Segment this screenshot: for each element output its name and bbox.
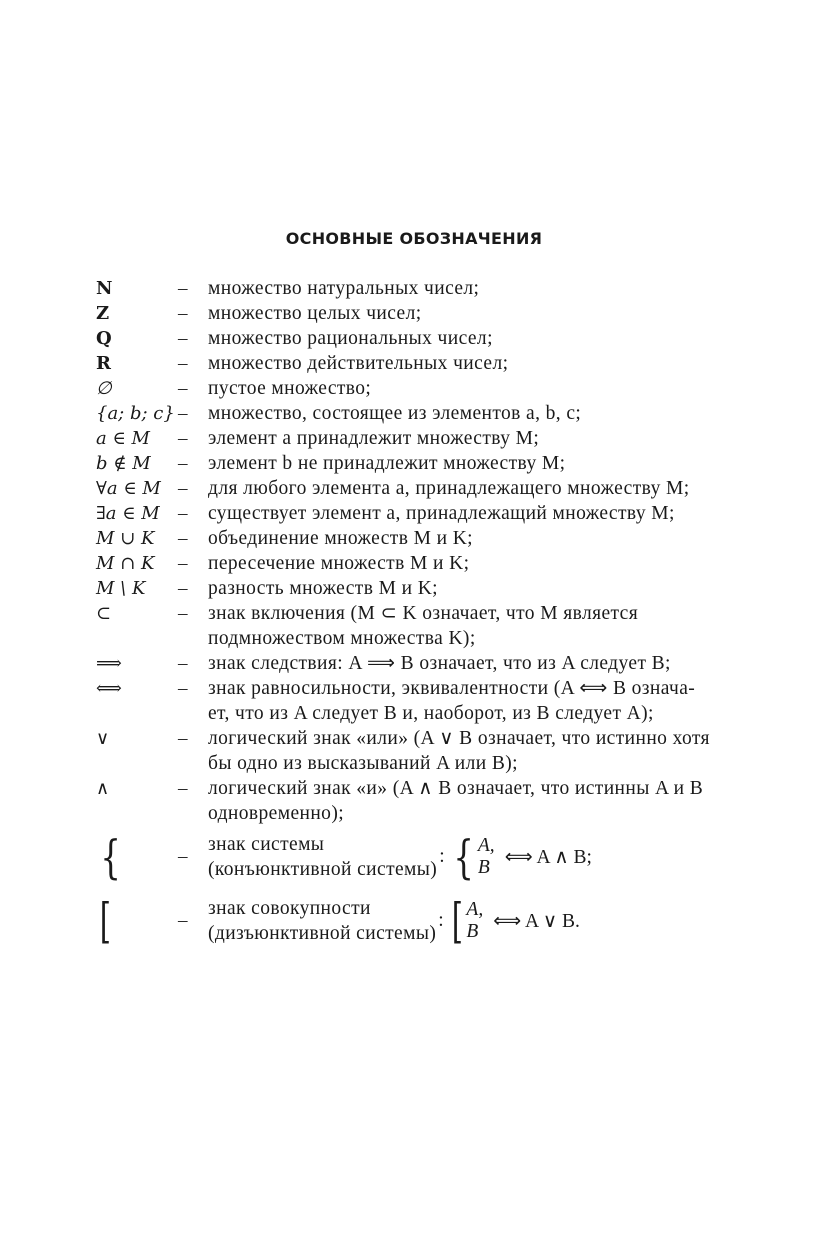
description-line: логический знак «и» (A ∧ B означает, что истинны A и B bbox=[208, 778, 704, 799]
notation-row-system bbox=[96, 832, 756, 882]
notation-symbol: b ∉ M bbox=[96, 453, 151, 474]
notation-symbol: ∃a ∈ M bbox=[96, 503, 160, 524]
notation-symbol: ∅ bbox=[96, 378, 112, 399]
description-line: знак равносильности, эквивалентности (A ⟺ B означа- bbox=[208, 678, 696, 699]
notation-row bbox=[96, 676, 756, 726]
system-colon: : bbox=[439, 846, 445, 867]
description-line: бы одно из высказываний A или B); bbox=[208, 753, 518, 774]
separator-dash: – bbox=[178, 778, 188, 799]
description-line: для любого элемента a, принадлежащего множеству M; bbox=[208, 478, 690, 499]
separator-dash: – bbox=[178, 846, 188, 867]
separator-dash: – bbox=[178, 528, 188, 549]
description-line: подмножеством множества K); bbox=[208, 628, 476, 649]
system-text bbox=[208, 832, 437, 882]
system-brace-icon: { bbox=[453, 830, 474, 884]
notation-symbol: Z bbox=[96, 303, 110, 324]
description-line: ет, что из A следует B и, наоборот, из B следует A); bbox=[208, 703, 654, 724]
system-symbol-cell bbox=[96, 832, 178, 882]
notation-row bbox=[96, 726, 756, 776]
description-line: одновременно); bbox=[208, 803, 345, 824]
notation-symbol: ⟺ bbox=[96, 678, 122, 699]
system-text-line-1: знак системы bbox=[208, 834, 325, 855]
notation-row bbox=[96, 476, 756, 501]
notation-description bbox=[208, 601, 756, 651]
notation-symbol: {a; b; c} bbox=[96, 403, 175, 424]
notation-symbol: M ∩ K bbox=[96, 553, 155, 574]
aggregate-item-b: B bbox=[466, 921, 479, 942]
description-line: элемент b не принадлежит множеству M; bbox=[208, 453, 566, 474]
page-title: ОСНОВНЫЕ ОБОЗНАЧЕНИЯ bbox=[285, 229, 543, 248]
system-text-line-2: (конъюнктивной системы) bbox=[208, 859, 438, 880]
separator-dash: – bbox=[178, 278, 188, 299]
separator-dash: – bbox=[178, 328, 188, 349]
notation-description bbox=[208, 651, 756, 676]
description-line: множество действительных чисел; bbox=[208, 353, 509, 374]
notation-row bbox=[96, 326, 756, 351]
aggregate-bracket-icon: [ bbox=[451, 893, 463, 949]
notation-description bbox=[208, 376, 756, 401]
notation-row bbox=[96, 426, 756, 451]
separator-dash: – bbox=[178, 603, 188, 624]
description-line: разность множеств M и K; bbox=[208, 578, 439, 599]
notation-symbol: R bbox=[96, 353, 111, 374]
aggregate-text bbox=[208, 896, 436, 946]
notation-description bbox=[208, 426, 756, 451]
notation-symbol: N bbox=[96, 278, 113, 299]
notation-description bbox=[208, 526, 756, 551]
notation-symbol: ⟹ bbox=[96, 653, 122, 674]
description-line: существует элемент a, принадлежащий множеству M; bbox=[208, 503, 675, 524]
notation-row bbox=[96, 776, 756, 826]
separator-dash: – bbox=[178, 678, 188, 699]
description-line: элемент a принадлежит множеству M; bbox=[208, 428, 540, 449]
description-line: множество целых чисел; bbox=[208, 303, 422, 324]
notation-symbol: a ∈ M bbox=[96, 428, 150, 449]
notation-symbol: M \ K bbox=[96, 578, 146, 599]
description-line: знак включения (M ⊂ K означает, что M является bbox=[208, 603, 639, 624]
notation-row bbox=[96, 651, 756, 676]
notation-row bbox=[96, 376, 756, 401]
separator-dash: – bbox=[178, 653, 188, 674]
notation-symbol: M ∪ K bbox=[96, 528, 155, 549]
notation-description bbox=[208, 776, 756, 826]
separator-dash: – bbox=[178, 353, 188, 374]
notation-description bbox=[208, 301, 756, 326]
separator-dash: – bbox=[178, 428, 188, 449]
notation-description bbox=[208, 576, 756, 601]
aggregate-items bbox=[466, 899, 483, 943]
notation-row-aggregate bbox=[96, 893, 756, 949]
notation-description bbox=[208, 726, 756, 776]
separator-dash: – bbox=[178, 378, 188, 399]
notation-symbol: ∀a ∈ M bbox=[96, 478, 161, 499]
aggregate-colon: : bbox=[438, 910, 444, 931]
description-line: объединение множеств M и K; bbox=[208, 528, 473, 549]
description-line: множество, состоящее из элементов a, b, c; bbox=[208, 403, 582, 424]
notation-row bbox=[96, 351, 756, 376]
separator-dash: – bbox=[178, 910, 188, 931]
separator-dash: – bbox=[178, 503, 188, 524]
notation-row bbox=[96, 576, 756, 601]
separator-dash: – bbox=[178, 728, 188, 749]
notation-rows bbox=[96, 276, 756, 826]
notation-description bbox=[208, 551, 756, 576]
system-items bbox=[478, 835, 495, 879]
notation-description bbox=[208, 451, 756, 476]
description-line: множество рациональных чисел; bbox=[208, 328, 493, 349]
notation-symbol: ⊂ bbox=[96, 603, 112, 624]
notation-row bbox=[96, 276, 756, 301]
aggregate-text-line-1: знак совокупности bbox=[208, 898, 371, 919]
description-line: логический знак «или» (A ∨ B означает, что истинно хотя bbox=[208, 728, 710, 749]
notation-description bbox=[208, 476, 756, 501]
notation-symbol: ∧ bbox=[96, 778, 110, 799]
notation-description bbox=[208, 326, 756, 351]
description-line: пересечение множеств M и K; bbox=[208, 553, 470, 574]
notation-description bbox=[208, 401, 756, 426]
aggregate-text-line-2: (дизъюнктивной системы) bbox=[208, 923, 437, 944]
separator-dash: – bbox=[178, 553, 188, 574]
separator-dash: – bbox=[178, 453, 188, 474]
description-line: знак следствия: A ⟹ B означает, что из A следует B; bbox=[208, 653, 671, 674]
separator-dash: – bbox=[178, 303, 188, 324]
notation-row bbox=[96, 526, 756, 551]
notation-description bbox=[208, 501, 756, 526]
description-line: пустое множество; bbox=[208, 378, 372, 399]
separator-dash: – bbox=[178, 578, 188, 599]
aggregate-symbol-cell bbox=[96, 893, 178, 949]
square-bracket-icon: [ bbox=[99, 893, 111, 949]
description-line: множество натуральных чисел; bbox=[208, 278, 480, 299]
system-item-a: A, bbox=[477, 835, 495, 856]
notation-description bbox=[208, 276, 756, 301]
notation-row bbox=[96, 501, 756, 526]
notation-table bbox=[96, 276, 756, 949]
system-description bbox=[208, 832, 592, 882]
notation-symbol: ∨ bbox=[96, 728, 110, 749]
aggregate-item-a: A, bbox=[466, 899, 484, 920]
system-item-b: B bbox=[477, 857, 490, 878]
notation-row bbox=[96, 551, 756, 576]
notation-row bbox=[96, 401, 756, 426]
notation-symbol: Q bbox=[96, 328, 112, 349]
notation-description bbox=[208, 676, 756, 726]
separator-dash: – bbox=[178, 403, 188, 424]
notation-row bbox=[96, 301, 756, 326]
notation-description bbox=[208, 351, 756, 376]
notation-row bbox=[96, 451, 756, 476]
separator-dash: – bbox=[178, 478, 188, 499]
aggregate-description bbox=[208, 893, 580, 949]
curly-brace-icon: { bbox=[100, 830, 121, 884]
system-result: ⟺ A ∧ B; bbox=[504, 847, 592, 868]
notation-row bbox=[96, 601, 756, 651]
aggregate-result: ⟺ A ∨ B. bbox=[493, 911, 580, 932]
